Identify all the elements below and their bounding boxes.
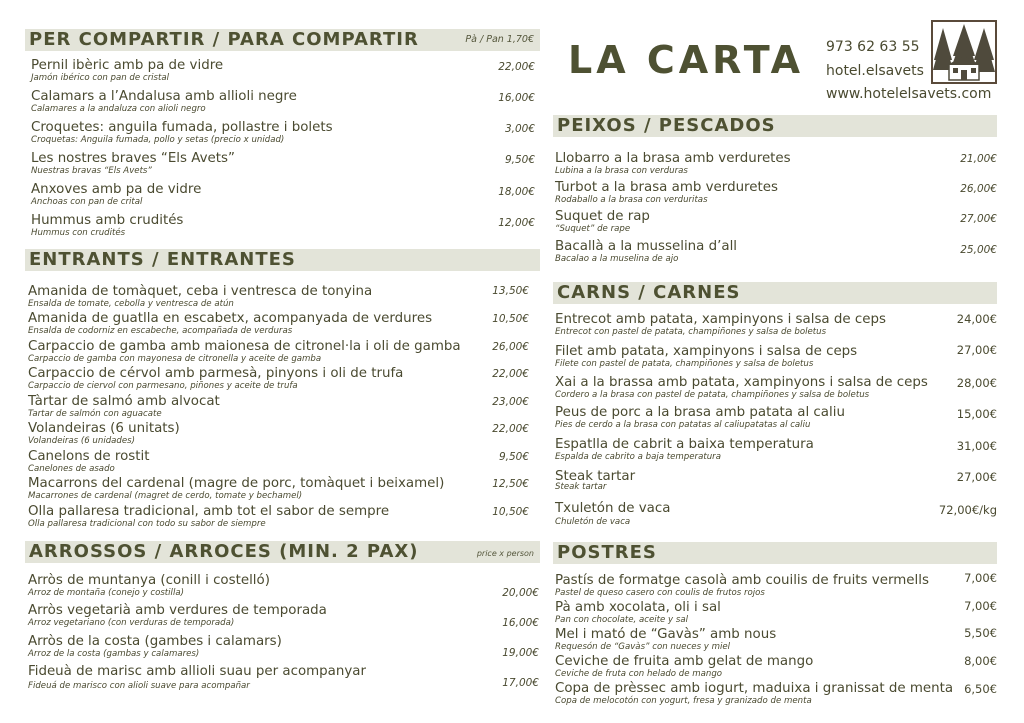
menu-item: [555, 437, 814, 462]
item-name: Bacallà a la musselina d’all: [555, 239, 738, 254]
menu-item: [555, 151, 791, 176]
item-price: 7,00€: [964, 571, 997, 585]
item-price: 25,00€: [960, 244, 997, 256]
item-price: 8,00€: [964, 654, 997, 668]
social-handle: hotel.elsavets: [826, 63, 924, 79]
item-desc: Bacalao a la muselina de ajo: [555, 254, 679, 264]
menu-item: [28, 311, 432, 336]
item-desc: Anchoas con pan de crital: [31, 197, 143, 207]
item-price: 7,00€: [964, 599, 997, 613]
bread-price-note: Pà / Pan 1,70€: [465, 34, 534, 45]
menu-item: [28, 284, 372, 309]
item-name: Pastís de formatge casolà amb couilis de fruits vermells: [555, 573, 929, 588]
item-name: Arròs vegetarià amb verdures de temporada: [28, 603, 327, 618]
item-desc: Volandeiras (6 unidades): [28, 436, 135, 446]
item-name: Xai a la brassa amb patata, xampinyons i salsa de ceps: [555, 375, 928, 390]
menu-item: [28, 664, 366, 691]
menu-item: [555, 501, 670, 527]
item-desc: Espalda de cabrito a baja temperatura: [555, 452, 721, 462]
item-name: Volandeiras (6 unitats): [28, 421, 180, 436]
item-desc: Chuletón de vaca: [555, 517, 631, 527]
item-desc: Hummus con crudités: [31, 228, 126, 238]
menu-item: [31, 58, 223, 83]
item-desc: Nuestras bravas “Els Avets”: [31, 166, 152, 176]
menu-item: [28, 634, 282, 659]
item-desc: Requesón de “Gavàs” con nueces y miel: [555, 642, 731, 652]
item-name: Carpaccio de cérvol amb parmesà, pinyons i oli de trufa: [28, 366, 404, 381]
menu-item: [31, 213, 183, 238]
item-name: Peus de porc a la brasa amb patata al caliu: [555, 405, 845, 420]
menu-item: [555, 375, 928, 400]
item-desc: Carpaccio de gamba con mayonesa de citronella y aceite de gamba: [28, 354, 322, 364]
item-price: 20,00€: [502, 587, 539, 599]
menu-item: [555, 180, 778, 205]
item-desc: Rodaballo a la brasa con verduritas: [555, 195, 708, 205]
section-header-entrants: [25, 249, 540, 271]
item-price: 10,50€: [492, 313, 529, 325]
menu-item: [28, 339, 461, 364]
section-header-postres: [553, 542, 997, 564]
section-header-peixos: [553, 115, 997, 137]
item-price: 24,00€: [956, 312, 997, 326]
menu-item: [28, 421, 180, 446]
section-title-arrossos: ARROSSOS / ARROCES (MIN. 2 PAX): [29, 541, 419, 562]
section-title-carns: CARNS / CARNES: [557, 282, 741, 303]
item-price: 22,00€: [492, 368, 529, 380]
page-title: LA CARTA: [568, 38, 805, 82]
menu-item: [28, 394, 220, 419]
item-name: Ceviche de fruita amb gelat de mango: [555, 654, 814, 669]
item-name: Hummus amb crudités: [31, 213, 184, 228]
item-name: Espatlla de cabrit a baixa temperatura: [555, 437, 814, 452]
menu-item: [555, 239, 737, 264]
item-price: 16,00€: [498, 92, 535, 104]
item-name: Filet amb patata, xampinyons i salsa de ceps: [555, 344, 858, 359]
menu-item: [555, 600, 721, 625]
section-title-compartir: PER COMPARTIR / PARA COMPARTIR: [29, 29, 419, 50]
menu-item: [555, 681, 953, 706]
section-header-carns: [553, 282, 997, 304]
item-desc: Ceviche de fruta con helado de mango: [555, 669, 723, 679]
item-price: 22,00€: [498, 61, 535, 73]
item-price: 23,00€: [492, 396, 529, 408]
item-price: 18,00€: [498, 186, 535, 198]
item-price: 16,00€: [502, 617, 539, 629]
item-name: Amanida de guatlla en escabetx, acompanyada de verdures: [28, 311, 433, 326]
item-price: 3,00€: [504, 123, 535, 135]
item-desc: Arroz de montaña (conejo y costilla): [28, 588, 184, 598]
menu-item: [28, 476, 444, 501]
item-name: Anxoves amb pa de vidre: [31, 182, 202, 197]
item-desc: Macarrones de cardenal (magret de cerdo, tomate y bechamel): [28, 491, 303, 501]
item-name: Les nostres braves “Els Avets”: [31, 151, 235, 166]
item-name: Amanida de tomàquet, ceba i ventresca de tonyina: [28, 284, 373, 299]
menu-item: [31, 182, 201, 207]
item-desc: Pastel de queso casero con coulis de frutos rojos: [555, 588, 765, 598]
menu-item: [31, 120, 333, 145]
item-desc: Canelones de asado: [28, 464, 115, 474]
menu-item: [28, 573, 270, 598]
item-price: 12,50€: [492, 478, 529, 490]
item-price: 21,00€: [960, 153, 997, 165]
menu-item: [555, 627, 776, 652]
item-desc: Jamón ibérico con pan de cristal: [31, 73, 170, 83]
item-name: Calamars a l’Andalusa amb allioli negre: [31, 89, 297, 104]
menu-item: [555, 573, 929, 598]
item-name: Arròs de muntanya (conill i costelló): [28, 573, 270, 588]
item-desc: Ensalda de codorniz en escabeche, acompañada de verduras: [28, 326, 293, 336]
item-name: Llobarro a la brasa amb verduretes: [555, 151, 791, 166]
item-price: 27,00€: [956, 343, 997, 357]
item-desc: Filete con pastel de patata, champiñones y salsa de boletus: [555, 359, 814, 369]
item-price: 17,00€: [502, 677, 539, 689]
section-header-compartir: [25, 29, 540, 51]
item-name: Entrecot amb patata, xampinyons i salsa de ceps: [555, 312, 886, 327]
menu-item: [28, 504, 389, 529]
item-name: Croquetes: anguila fumada, pollastre i bolets: [31, 120, 333, 135]
item-price: 12,00€: [498, 217, 535, 229]
item-name: Steak tartar: [555, 469, 636, 484]
menu-item: [555, 654, 813, 679]
item-desc: Cordero a la brasa con pastel de patata, champiñones y salsa de boletus: [555, 390, 870, 400]
item-name: Olla pallaresa tradicional, amb tot el sabor de sempre: [28, 504, 390, 519]
item-desc: Calamares a la andaluza con alioli negro: [31, 104, 206, 114]
item-name: Mel i mató de “Gavàs” amb nous: [555, 627, 777, 642]
section-title-postres: POSTRES: [557, 542, 657, 563]
menu-item: [31, 151, 235, 176]
item-desc: Lubina a la brasa con verduras: [555, 166, 688, 176]
item-price: 15,00€: [956, 407, 997, 421]
item-name: Pà amb xocolata, oli i sal: [555, 600, 721, 615]
section-header-arrossos: [25, 541, 540, 563]
item-desc: Croquetas: Anguila fumada, pollo y setas (precio x unidad): [31, 135, 285, 145]
menu-item: [555, 344, 857, 369]
item-price: 72,00€/kg: [938, 503, 997, 517]
item-name: Txuletón de vaca: [555, 501, 671, 516]
item-desc: Pies de cerdo a la brasa con patatas al caliupatatas al caliu: [555, 420, 811, 430]
menu-item: [555, 469, 635, 492]
per-person-note: price x person: [476, 549, 534, 558]
item-desc: Copa de melocotón con yogurt, fresa y granizado de menta: [555, 696, 812, 706]
menu-item: [28, 603, 327, 628]
menu-item: [28, 366, 403, 391]
menu-item: [555, 312, 886, 337]
item-name: Canelons de rostit: [28, 449, 150, 464]
item-name: Copa de prèssec amb iogurt, maduixa i granissat de menta: [555, 681, 954, 696]
item-desc: Arroz de la costa (gambas y calamares): [28, 649, 200, 659]
item-desc: Ensalda de tomate, cebolla y ventresca de atún: [28, 299, 234, 309]
item-price: 27,00€: [960, 213, 997, 225]
item-desc: Olla pallaresa tradicional con todo su sabor de siempre: [28, 519, 266, 529]
item-desc: Pan con chocolate, aceite y sal: [555, 615, 688, 625]
item-name: Tàrtar de salmó amb alvocat: [28, 394, 220, 409]
item-price: 9,50€: [498, 451, 529, 463]
item-price: 26,00€: [960, 183, 997, 195]
item-name: Carpaccio de gamba amb maionesa de citronel·la i oli de gamba: [28, 339, 461, 354]
item-name: Pernil ibèric amb pa de vidre: [31, 58, 224, 73]
item-price: 27,00€: [956, 470, 997, 484]
menu-item: [555, 405, 845, 430]
item-price: 28,00€: [956, 376, 997, 390]
pine-trees-house-logo: [931, 20, 997, 84]
item-desc: Tartar de salmón con aguacate: [28, 409, 162, 419]
item-price: 13,50€: [492, 285, 529, 297]
item-desc: Arroz vegetariano (con verduras de temporada): [28, 618, 235, 628]
item-price: 26,00€: [492, 341, 529, 353]
item-desc: Steak tartar: [555, 482, 607, 492]
item-desc: “Suquet” de rape: [555, 224, 631, 234]
item-price: 31,00€: [956, 439, 997, 453]
section-title-peixos: PEIXOS / PESCADOS: [557, 115, 776, 136]
item-desc: Carpaccio de ciervol con parmesano, piñones y aceite de trufa: [28, 381, 298, 391]
phone-number: 973 62 63 55: [826, 39, 920, 55]
item-desc: Fideuá de marisco con alioli suave para acompañar: [28, 681, 250, 691]
menu-item: [31, 89, 297, 114]
menu-item: [28, 449, 150, 474]
menu-item: [555, 209, 650, 234]
item-name: Arròs de la costa (gambes i calamars): [28, 634, 282, 649]
item-price: 19,00€: [502, 647, 539, 659]
item-name: Fideuà de marisc amb allioli suau per acompanyar: [28, 664, 367, 679]
item-price: 5,50€: [964, 626, 997, 640]
item-desc: Entrecot con pastel de patata, champiñones y salsa de boletus: [555, 327, 827, 337]
item-price: 10,50€: [492, 506, 529, 518]
section-title-entrants: ENTRANTS / ENTRANTES: [29, 249, 296, 270]
item-name: Suquet de rap: [555, 209, 650, 224]
item-name: Turbot a la brasa amb verduretes: [555, 180, 778, 195]
item-price: 22,00€: [492, 423, 529, 435]
item-name: Macarrons del cardenal (magre de porc, tomàquet i beixamel): [28, 476, 445, 491]
website-url: www.hotelelsavets.com: [826, 86, 992, 102]
item-price: 9,50€: [504, 154, 535, 166]
item-price: 6,50€: [964, 682, 997, 696]
